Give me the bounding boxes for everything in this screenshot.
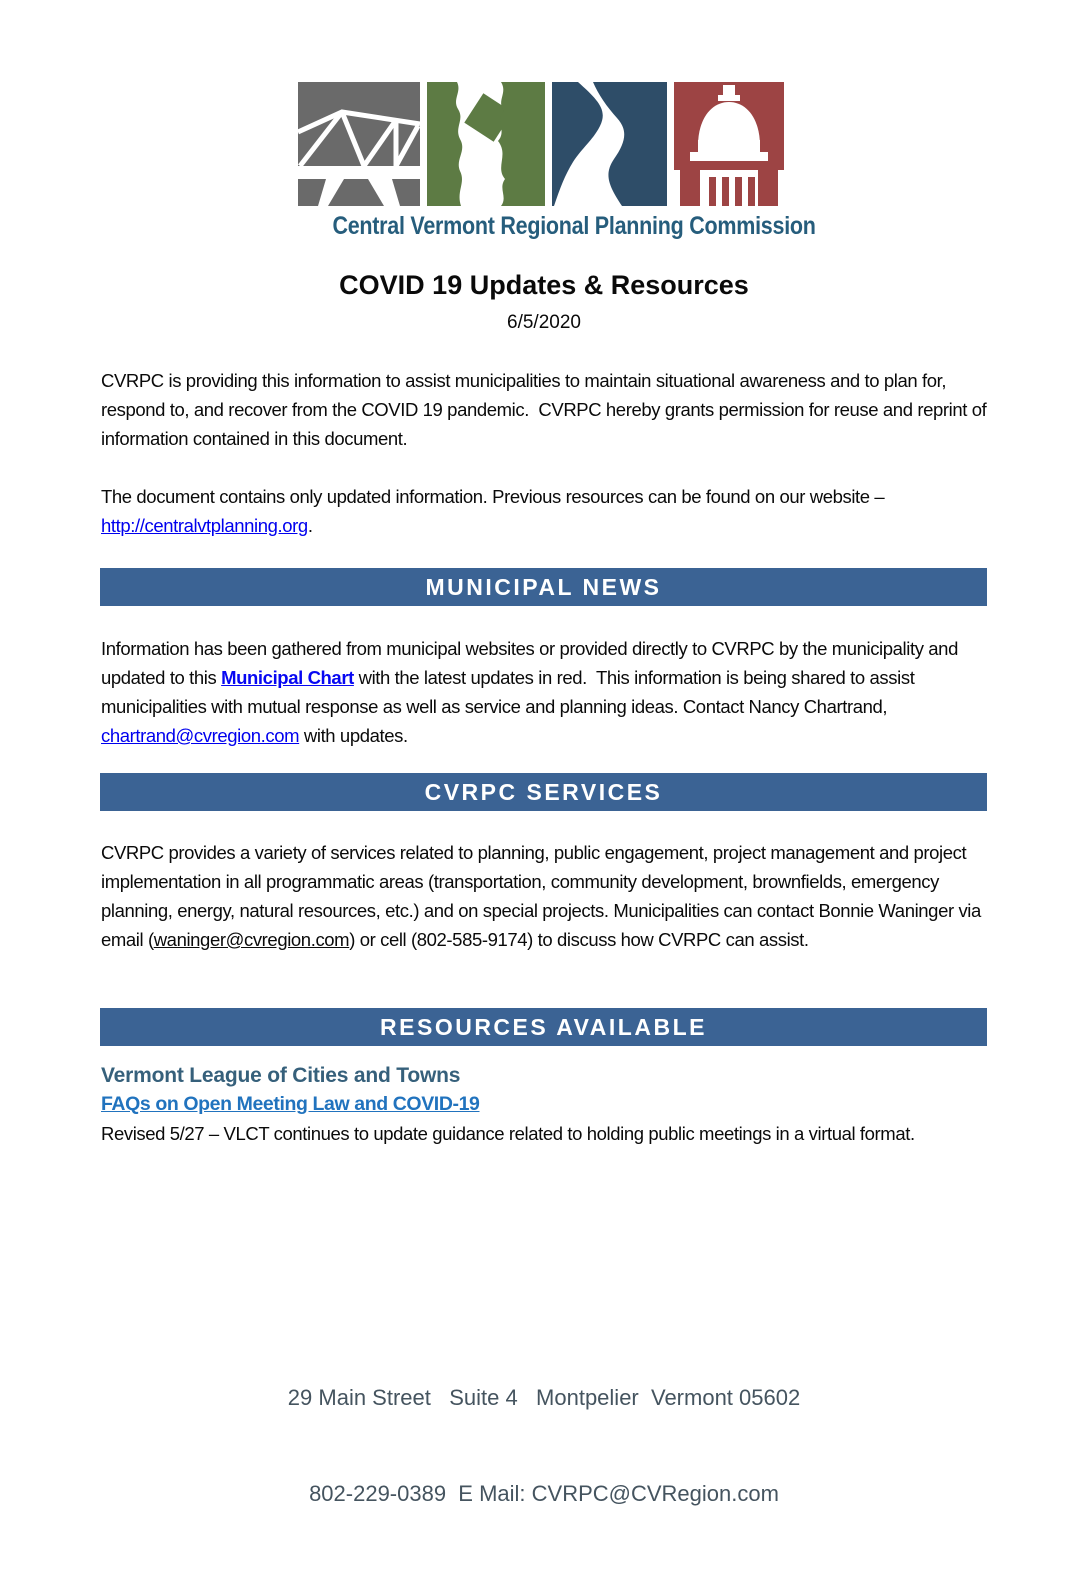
waninger-email-link[interactable]: waninger@cvregion.com xyxy=(153,929,350,950)
cvrpc-services-paragraph xyxy=(101,838,991,954)
footer-address: 29 Main Street Suite 4 Montpelier Vermont 05602 xyxy=(287,1385,801,1410)
municipal-news-paragraph xyxy=(101,634,991,750)
municipal-news-text-mid: with the latest updates in red. This information is being shared to assist municipalities with mutual response as well as service and planning ideas. Contact Nancy Chartrand, xyxy=(101,667,920,717)
cvrpc-services-heading: CVRPC SERVICES xyxy=(424,779,663,805)
services-text: CVRPC provides a variety of services related to planning, public engagement, project management and project implementation in all programmatic areas (transportation, community development, brownfields, emergency planning, energy, natural resources, etc.) and on special projects. Municipalities can contact Bonnie Waninger via email ( xyxy=(101,842,986,950)
services-text-end: ) or cell (802-585-9174) to discuss how CVRPC can assist. xyxy=(349,929,809,950)
municipal-news-text-end: with updates. xyxy=(299,725,408,746)
logo-tiles xyxy=(298,82,790,206)
faq-open-meeting-law-link[interactable]: FAQs on Open Meeting Law and COVID-19 xyxy=(101,1093,480,1115)
logo-caption: Central Vermont Regional Planning Commission xyxy=(332,212,816,240)
cvrpc-services-header xyxy=(100,773,987,811)
resources-available-header xyxy=(100,1008,987,1046)
bridge-icon xyxy=(298,82,420,206)
website-text-end: . xyxy=(307,515,313,536)
vermont-map-icon xyxy=(427,82,545,206)
document-date: 6/5/2020 xyxy=(507,312,581,333)
page-title: COVID 19 Updates & Resources xyxy=(339,270,749,300)
municipal-news-heading: MUNICIPAL NEWS xyxy=(425,574,662,600)
capitol-dome-icon xyxy=(674,82,784,206)
vlct-paragraph: Revised 5/27 – VLCT continues to update guidance related to holding public meetings in a virtual format. xyxy=(101,1123,915,1144)
footer-contact: 802-229-0389 E Mail: CVRPC@CVRegion.com xyxy=(309,1481,779,1506)
cvrpc-logo xyxy=(298,82,816,241)
centralvtplanning-link[interactable]: http://centralvtplanning.org xyxy=(101,515,308,536)
municipal-chart-link[interactable]: Municipal Chart xyxy=(221,667,354,688)
river-icon xyxy=(552,82,667,206)
municipal-news-text: Information has been gathered from municipal websites or provided directly to CVRPC by the municipality and updated to this xyxy=(101,638,963,688)
chartrand-email-link[interactable]: chartrand@cvregion.com xyxy=(101,725,300,746)
intro-paragraph: CVRPC is providing this information to assist municipalities to maintain situational awareness and to plan for, respond to, and recover from the COVID 19 pandemic. CVRPC hereby grants permission for reuse and reprint of information contained in this document. xyxy=(101,370,992,449)
municipal-news-header xyxy=(100,568,987,606)
website-text: The document contains only updated information. Previous resources can be found on our website – xyxy=(101,486,890,507)
website-paragraph xyxy=(101,482,991,540)
resources-available-heading: RESOURCES AVAILABLE xyxy=(380,1014,707,1040)
footer xyxy=(0,1318,1088,1574)
vlct-heading: Vermont League of Cities and Towns xyxy=(101,1064,461,1087)
